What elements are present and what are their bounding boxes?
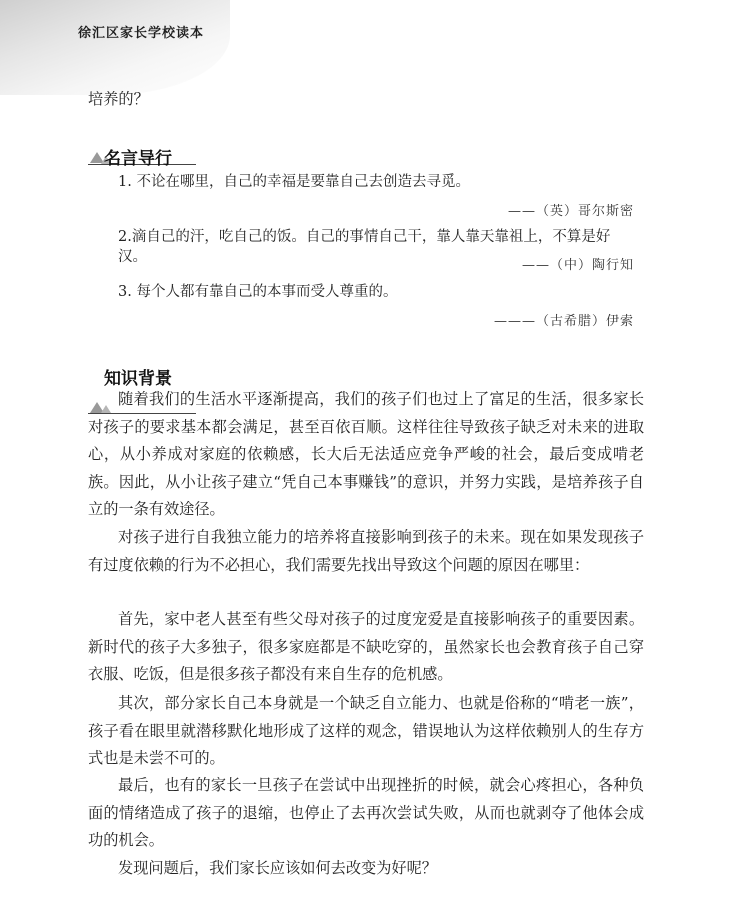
body-paragraph: 首先，家中老人甚至有些父母对孩子的过度宠爱是直接影响孩子的重要因素。新时代的孩子大多独子，很多家庭都是不缺吃穿的，虽然家长也会教育孩子自己穿衣服、吃饭，但是很多孩子都没有来自生存的危机感。 (88, 610, 644, 683)
header-decoration (0, 0, 230, 95)
quote-item: 2.滴自己的汗，吃自己的饭。自己的事情自己干，靠人靠天靠祖上，不算是好汉。 (118, 229, 611, 265)
intro-text: 培养的？ (88, 90, 149, 108)
quote-attribution: ——（中）陶行知 (521, 258, 634, 273)
body-paragraph: 发现问题后，我们家长应该如何去改变为好呢？ (118, 859, 437, 877)
quote-attribution: ———（古希腊）伊索 (493, 314, 634, 329)
body-paragraph: 随着我们的生活水平逐渐提高，我们的孩子们也过上了富足的生活，很多家长对孩子的要求基本都会满足，甚至百依百顺。这样往往导致孩子缺乏对未来的进取心，从小养成对家庭的依赖感，长大后无法适应竞争严峻的社会，最后变成啃老族。因此，从小让孩子建立“凭自己本事赚钱”的意识，并努力实践，是培养孩子自立的一条有效途径。 (88, 390, 644, 518)
section-title-knowledge: 知识背景 (104, 369, 172, 389)
body-paragraph: 对孩子进行自我独立能力的培养将直接影响到孩子的未来。现在如果发现孩子有过度依赖的行为不必担心，我们需要先找出导致这个问题的原因在哪里： (88, 528, 644, 574)
running-header: 徐汇区家长学校读本 (78, 26, 205, 41)
body-paragraph: 其次，部分家长自己本身就是一个缺乏自立能力、也就是俗称的“啃老一族”，孩子看在眼里就潜移默化地形成了这样的观念，错误地认为这样依赖别人的生存方式也是未尝不可的。 (88, 694, 644, 767)
section-title-quotes: 名言导行 (104, 149, 172, 169)
body-paragraph: 最后，也有的家长一旦孩子在尝试中出现挫折的时候，就会心疼担心，各种负面的情绪造成了孩子的退缩，也停止了去再次尝试失败，从而也就剥夺了他体会成功的机会。 (88, 776, 644, 849)
quote-item: 1. 不论在哪里，自己的幸福是要靠自己去创造去寻觅。 (118, 174, 470, 190)
quote-attribution: ——（英）哥尔斯密 (507, 204, 634, 219)
quote-item: 3. 每个人都有靠自己的本事而受人尊重的。 (118, 284, 398, 300)
